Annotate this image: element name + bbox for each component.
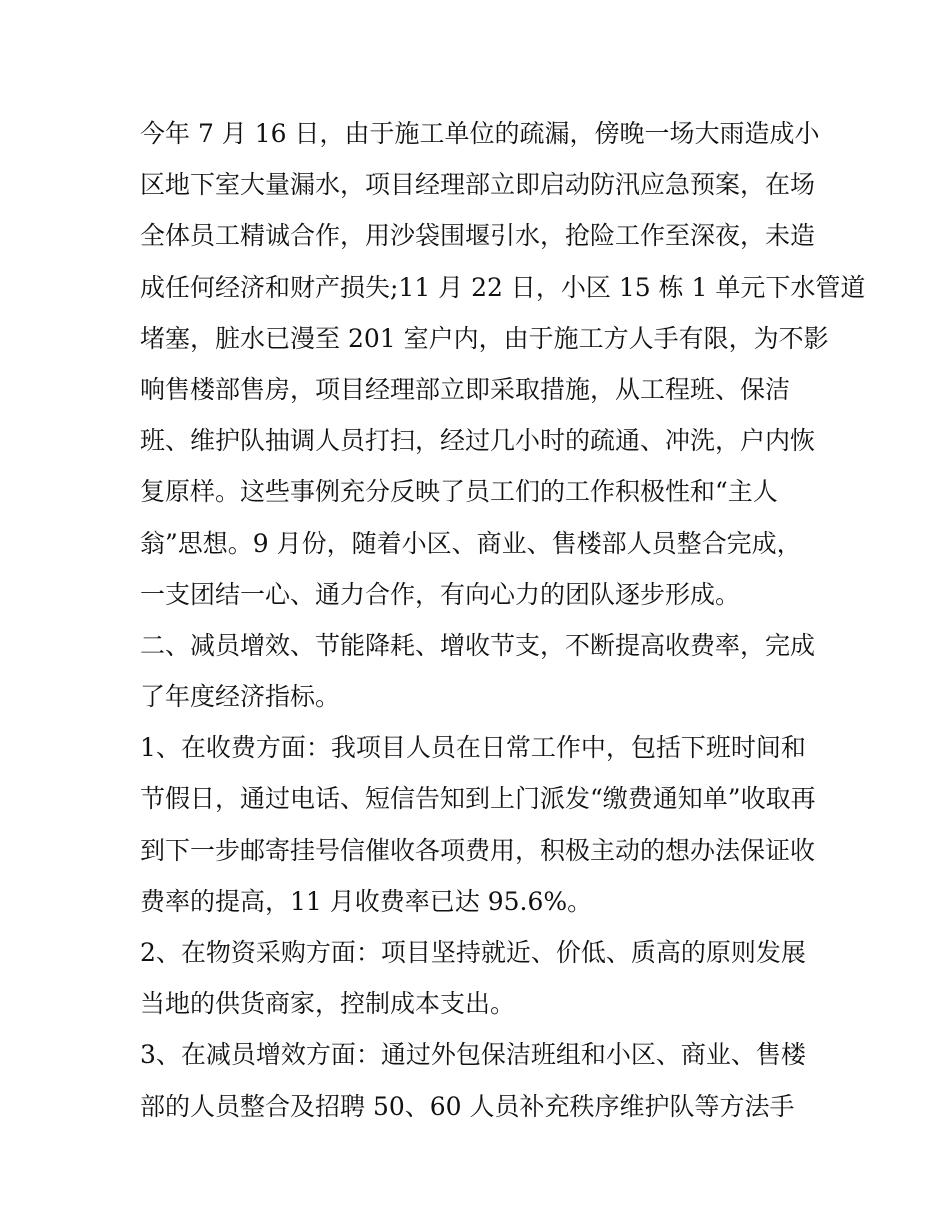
text-line: 堵塞，脏水已漫至 201 室户内，由于施工方人手有限，为不影 bbox=[140, 323, 829, 353]
text-line: 部的人员整合及招聘 50、60 人员补充秩序维护队等方法手 bbox=[140, 1091, 795, 1121]
text-line: 复原样。这些事例充分反映了员工们的工作积极性和“主人 bbox=[140, 477, 778, 507]
list-item-2: 2、在物资采购方面：项目坚持就近、价低、质高的原则发展 bbox=[140, 938, 806, 967]
list-item-1: 1、在收费方面：我项目人员在日常工作中，包括下班时间和 bbox=[140, 733, 806, 763]
text-line: 班、维护队抽调人员打扫，经过几小时的疏通、冲洗，户内恢 bbox=[140, 426, 816, 456]
text-line: 区地下室大量漏水，项目经理部立即启动防汛应急预案，在场 bbox=[140, 170, 816, 200]
text-line: 当地的供货商家，控制成本支出。 bbox=[140, 989, 516, 1019]
text-line: 今年 7 月 16 日，由于施工单位的疏漏，傍晚一场大雨造成小 bbox=[140, 119, 820, 148]
text-line: 成任何经济和财产损失;11 月 22 日，小区 15 栋 1 单元下水管道 bbox=[140, 272, 866, 302]
list-item-3: 3、在减员增效方面：通过外包保洁班组和小区、商业、售楼 bbox=[140, 1040, 806, 1070]
section-heading: 了年度经济指标。 bbox=[140, 682, 341, 712]
document-body bbox=[140, 108, 866, 1132]
text-line: 响售楼部售房，项目经理部立即采取措施，从工程班、保洁 bbox=[140, 374, 791, 404]
text-line: 翁”思想。9 月份，随着小区、商业、售楼部人员整合完成， bbox=[140, 528, 802, 558]
text-line: 费率的提高，11 月收费率已达 95.6%。 bbox=[140, 886, 593, 916]
text-line: 一支团结一心、通力合作，有向心力的团队逐步形成。 bbox=[140, 579, 741, 609]
text-line: 全体员工精诚合作，用沙袋围堰引水，抢险工作至深夜，未造 bbox=[140, 221, 816, 251]
text-line: 节假日，通过电话、短信告知到上门派发“缴费通知单”收取再 bbox=[140, 784, 816, 814]
text-line: 到下一步邮寄挂号信催收各项费用，积极主动的想办法保证收 bbox=[140, 835, 816, 865]
section-heading: 二、减员增效、节能降耗、增收节支，不断提高收费率，完成 bbox=[140, 630, 816, 660]
